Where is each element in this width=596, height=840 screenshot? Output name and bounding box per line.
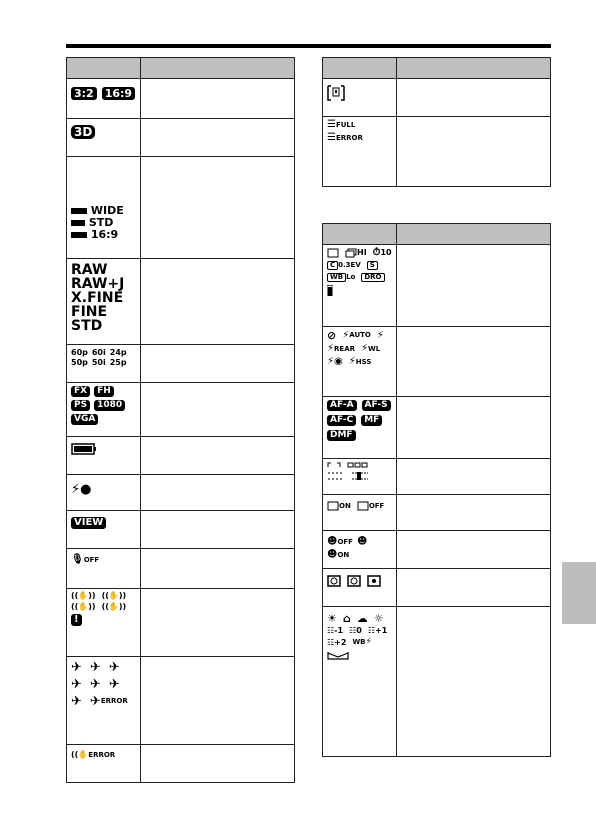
wb-tungsten-icon: ☼ bbox=[373, 612, 384, 625]
steadyshot-icon: ((✋)) bbox=[101, 591, 127, 600]
table-row bbox=[67, 657, 295, 745]
wb-fluor-plus1-icon: ☷ +1 bbox=[367, 626, 388, 635]
movie-1080-icon: 1080 bbox=[94, 400, 125, 411]
quality-raw-icon: RAW bbox=[71, 262, 108, 278]
af-c-icon: AF-C bbox=[327, 415, 356, 426]
wb-custom-icon bbox=[327, 650, 349, 660]
flash-wireless-icon: ⚡ WL bbox=[361, 343, 381, 354]
bracket-s-icon: S bbox=[367, 261, 378, 270]
red-eye-icon: ⚡◉ bbox=[327, 356, 343, 367]
self-timer-icon: ⏱ 10 bbox=[372, 247, 392, 258]
af-area-spot-icon bbox=[327, 471, 345, 481]
table-row bbox=[323, 245, 551, 327]
table-row bbox=[323, 607, 551, 757]
metering-multi-icon bbox=[327, 575, 341, 587]
frame-rate-60i-icon: 60i bbox=[91, 348, 106, 357]
gps-icon: ✈ bbox=[89, 677, 101, 692]
right-icon-table-2 bbox=[322, 223, 551, 757]
table-row bbox=[67, 437, 295, 475]
smile-shutter-off-icon: OFF bbox=[357, 501, 385, 511]
gps-error-icon: ✈ ERROR bbox=[89, 694, 128, 709]
face-detection-icon: ☻ bbox=[356, 536, 368, 547]
memory-error-icon: ☰ ERROR bbox=[327, 132, 363, 143]
af-area-zone-icon bbox=[347, 462, 369, 468]
remote-icon bbox=[327, 285, 333, 297]
bracket-dro-icon: DRO bbox=[361, 273, 384, 282]
table-row bbox=[323, 79, 551, 117]
wb-daylight-icon: ☀ bbox=[327, 612, 337, 625]
gps-icon: ✈ bbox=[71, 660, 82, 675]
gps-icon: ✈ bbox=[71, 694, 82, 709]
movie-vga-icon: VGA bbox=[71, 414, 98, 425]
continuous-hi-icon: HI bbox=[345, 248, 367, 258]
wb-shade-icon: ⌂ bbox=[342, 612, 351, 625]
3d-icon: 3D bbox=[71, 125, 95, 139]
face-frame-icon bbox=[327, 85, 345, 101]
quality-raw-jpeg-icon: RAW+J bbox=[71, 276, 125, 292]
memory-full-icon: ☰ FULL bbox=[327, 119, 356, 130]
table-row bbox=[323, 327, 551, 397]
wb-fluor-minus1-icon: ☷ -1 bbox=[327, 626, 344, 635]
frame-rate-60p-icon: 60p bbox=[71, 348, 88, 357]
steadyshot-icon: ((✋)) bbox=[71, 602, 96, 611]
mf-icon: MF bbox=[361, 415, 382, 426]
gps-icon: ✈ bbox=[89, 660, 101, 675]
bracket-wb-icon: WB Lo bbox=[327, 273, 355, 282]
flash-charge-icon: ⚡● bbox=[71, 482, 92, 497]
table-row bbox=[67, 259, 295, 345]
af-a-icon: AF-A bbox=[327, 400, 357, 411]
gps-icon: ✈ bbox=[108, 677, 120, 692]
quality-std-icon: STD bbox=[71, 318, 103, 334]
frame-rate-50p-icon: 50p bbox=[71, 358, 88, 367]
gps-icon: ✈ bbox=[71, 677, 82, 692]
table-row bbox=[323, 569, 551, 607]
movie-fh-icon: FH bbox=[94, 386, 114, 397]
flash-auto-icon: ⚡ AUTO bbox=[342, 329, 371, 341]
wb-cloudy-icon: ☁ bbox=[356, 612, 368, 625]
table-row bbox=[323, 531, 551, 569]
flash-icon: ⚡ bbox=[376, 329, 384, 341]
single-shot-icon bbox=[327, 248, 339, 258]
table-row bbox=[323, 495, 551, 531]
dmf-icon: DMF bbox=[327, 430, 356, 441]
movie-ps-icon: PS bbox=[71, 400, 90, 411]
metering-center-icon bbox=[347, 575, 361, 587]
table-row bbox=[67, 745, 295, 783]
table-row bbox=[67, 589, 295, 657]
aspect-3-2-icon: 3:2 bbox=[71, 87, 97, 100]
face-detection-on-icon: ☻ ON bbox=[327, 549, 350, 560]
table-header bbox=[67, 58, 295, 79]
table-row bbox=[323, 397, 551, 459]
section-tab bbox=[562, 562, 596, 624]
movie-fx-icon: FX bbox=[71, 386, 90, 397]
wb-flash-icon: WB ⚡ bbox=[352, 637, 372, 647]
bracket-c-icon: C 0.3EV bbox=[327, 261, 361, 270]
flash-off-icon: ⊘ bbox=[327, 329, 337, 342]
metering-spot-icon bbox=[367, 575, 381, 587]
panorama-std-icon: STD bbox=[71, 217, 136, 228]
table-row bbox=[67, 383, 295, 437]
frame-rate-25p-icon: 25p bbox=[109, 358, 127, 367]
af-area-flexible-icon bbox=[351, 471, 369, 481]
panorama-wide-icon: WIDE bbox=[71, 205, 136, 216]
smile-shutter-on-icon: ON bbox=[327, 501, 351, 511]
flash-rear-icon: ⚡ REAR bbox=[327, 343, 356, 354]
mic-off-icon: 🎙 OFF bbox=[71, 554, 100, 565]
frame-rate-24p-icon: 24p bbox=[109, 348, 127, 357]
quality-fine-icon: FINE bbox=[71, 304, 108, 320]
top-rule bbox=[66, 44, 551, 48]
wb-fluor-0-icon: ☷ 0 bbox=[349, 626, 362, 635]
wb-fluor-plus2-icon: ☷ +2 bbox=[327, 637, 347, 647]
table-row bbox=[67, 475, 295, 511]
aspect-16-9-icon: 16:9 bbox=[102, 87, 135, 100]
left-icon-table bbox=[66, 57, 295, 783]
steadyshot-error-icon: ((✋ ERROR bbox=[71, 750, 116, 759]
flash-hss-icon: ⚡ HSS bbox=[348, 356, 372, 367]
table-row bbox=[67, 345, 295, 383]
table-row bbox=[323, 459, 551, 495]
frame-rate-50i-icon: 50i bbox=[91, 358, 106, 367]
gps-icon: ✈ bbox=[108, 660, 120, 675]
panorama-16-9-icon: 16:9 bbox=[71, 229, 136, 240]
quality-xfine-icon: X.FINE bbox=[71, 290, 124, 306]
live-view-icon: VIEW bbox=[71, 517, 106, 529]
table-row bbox=[67, 79, 295, 119]
battery-icon bbox=[71, 443, 97, 455]
table-row bbox=[67, 549, 295, 589]
table-row bbox=[67, 157, 295, 259]
table-header bbox=[323, 58, 551, 79]
table-row bbox=[67, 119, 295, 157]
af-s-icon: AF-S bbox=[362, 400, 391, 411]
warning-icon: ! bbox=[71, 614, 82, 626]
steadyshot-icon: ((✋)) bbox=[101, 602, 127, 611]
face-detection-off-icon: ☻ OFF bbox=[327, 536, 353, 547]
table-row bbox=[67, 511, 295, 549]
table-row bbox=[323, 117, 551, 187]
af-area-wide-icon bbox=[327, 462, 341, 468]
table-header bbox=[323, 224, 551, 245]
right-icon-table-1 bbox=[322, 57, 551, 187]
steadyshot-icon: ((✋)) bbox=[71, 591, 96, 600]
